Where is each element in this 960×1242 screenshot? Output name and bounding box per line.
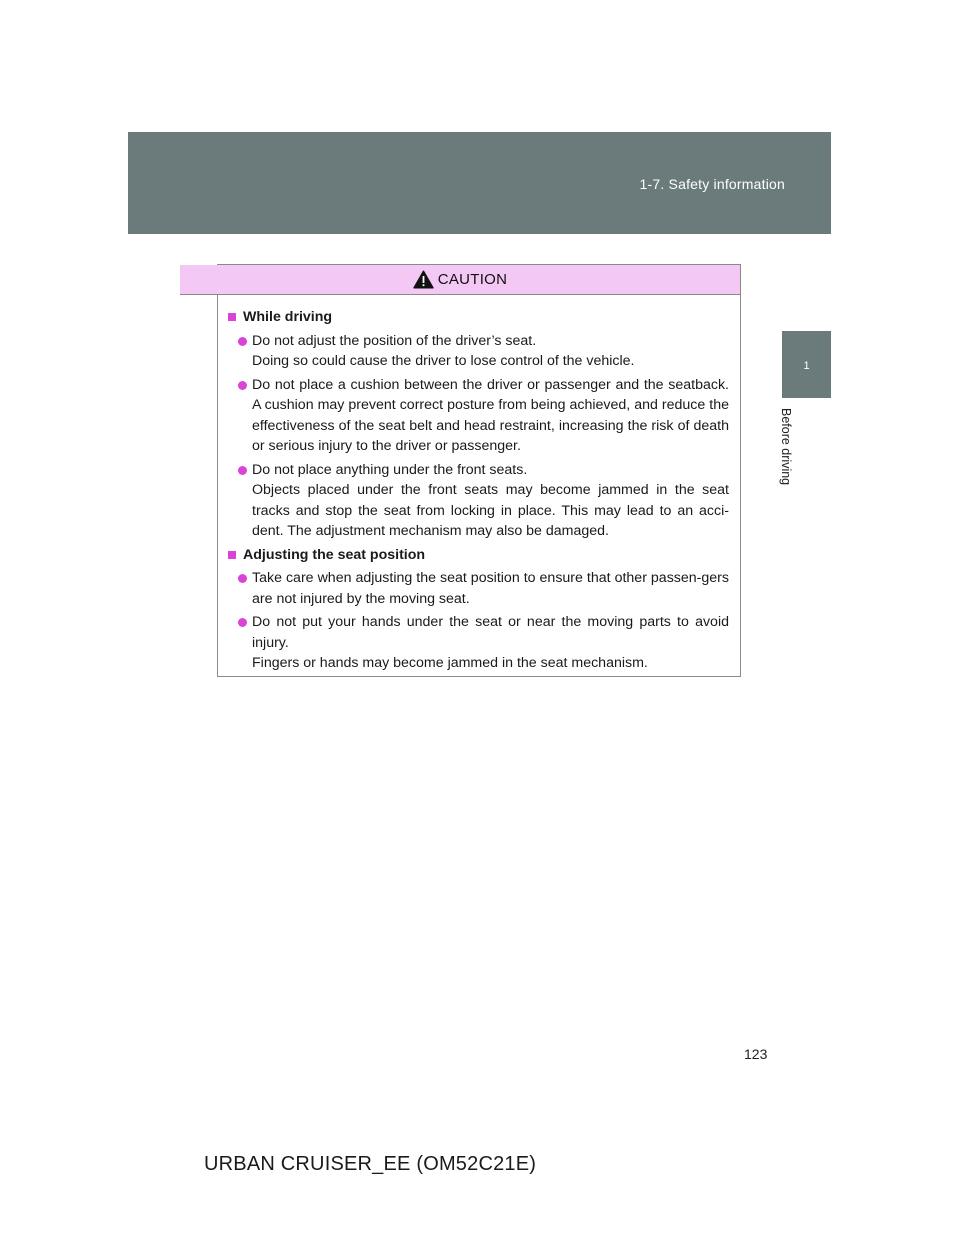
caution-item xyxy=(238,568,729,609)
caution-item-text xyxy=(252,460,729,542)
caution-item-line: Take care when adjusting the seat position to ensure that other passen-gers are not injured by the moving seat. xyxy=(252,570,729,607)
page-number: 123 xyxy=(744,1046,768,1062)
caution-box xyxy=(217,264,741,677)
section-title: 1-7. Safety information xyxy=(639,176,785,192)
section-heading-text: Adjusting the seat position xyxy=(243,546,426,563)
caution-item-line: Fingers or hands may become jammed in the seat mechanism. xyxy=(252,655,648,671)
dot-bullet-icon xyxy=(238,574,247,583)
caution-item xyxy=(238,331,729,372)
caution-header xyxy=(180,265,740,295)
caution-item xyxy=(238,612,729,674)
square-bullet-icon xyxy=(228,313,236,321)
chapter-label: Before driving xyxy=(779,408,793,486)
caution-item-text xyxy=(252,375,729,457)
header-band xyxy=(128,132,831,234)
section-heading xyxy=(228,307,729,328)
caution-item xyxy=(238,460,729,542)
chapter-tab xyxy=(782,331,831,398)
caution-item-line: Do not adjust the position of the driver’s seat. xyxy=(252,332,537,349)
caution-body xyxy=(218,295,740,674)
caution-section xyxy=(228,545,729,674)
caution-section xyxy=(228,307,729,542)
dot-bullet-icon xyxy=(238,381,247,390)
caution-item-text xyxy=(252,612,729,674)
warning-triangle-icon xyxy=(413,270,434,289)
section-heading xyxy=(228,545,729,566)
caution-item-text xyxy=(252,331,729,372)
dot-bullet-icon xyxy=(238,337,247,346)
caution-item-line: Do not place anything under the front seats. xyxy=(252,461,528,478)
square-bullet-icon xyxy=(228,551,236,559)
caution-item-line: Doing so could cause the driver to lose control of the vehicle. xyxy=(252,353,635,369)
dot-bullet-icon xyxy=(238,618,247,627)
document-code: URBAN CRUISER_EE (OM52C21E) xyxy=(204,1153,537,1175)
caution-title: CAUTION xyxy=(437,271,508,288)
caution-item xyxy=(238,375,729,457)
caution-item-line: Do not put your hands under the seat or near the moving parts to avoid injury. xyxy=(252,614,729,651)
section-heading-text: While driving xyxy=(243,309,333,325)
dot-bullet-icon xyxy=(238,466,247,475)
caution-item-line: Do not place a cushion between the driver or passenger and the seatback. A cushion may prevent correct posture from being achieved, and reduce the effectiveness of the seat belt and head restraint, increasing the risk of death or serious injury to the driver or passenger. xyxy=(252,376,729,454)
caution-item-line: Objects placed under the front seats may become jammed in the seat tracks and stop the seat from locking in place. This may lead to an acci-dent. The adjustment mechanism may also be damaged. xyxy=(252,482,729,539)
caution-item-text xyxy=(252,568,729,609)
chapter-number: 1 xyxy=(803,360,810,372)
